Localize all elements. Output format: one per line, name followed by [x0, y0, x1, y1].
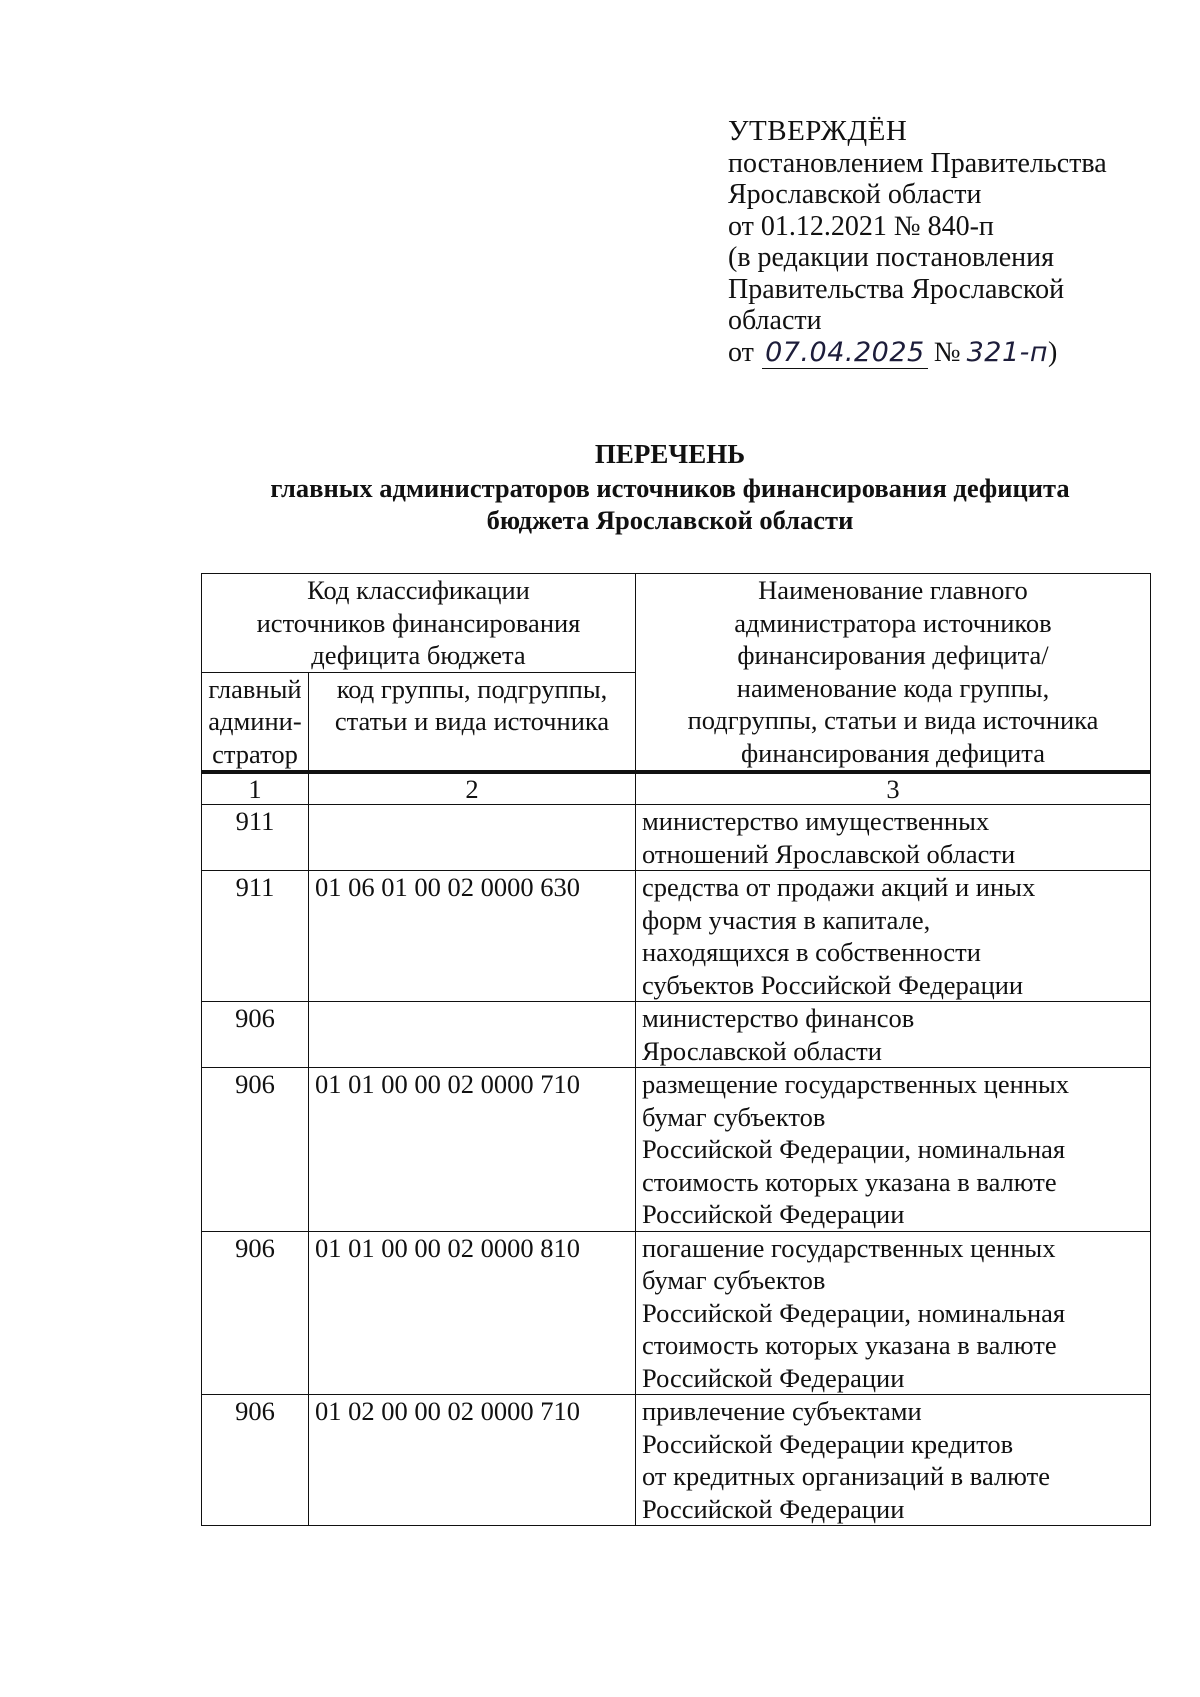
text-line: Код классификации [307, 575, 530, 605]
text-line: Российской Федерации кредитов [642, 1428, 1014, 1459]
text-line: Российской Федерации [642, 1362, 905, 1393]
text-line: субъектов Российской Федерации [642, 969, 1024, 1000]
text-line: находящихся в собственности [642, 937, 981, 967]
approval-line: Правительства Ярославской [728, 273, 1065, 305]
table-row [202, 871, 1151, 1002]
text-line: Российской Федерации [642, 1493, 905, 1524]
column-numbers-row [202, 772, 1151, 805]
source-name-cell [636, 805, 1151, 871]
approval-line: от 01.12.2021 № 840-п [728, 210, 994, 242]
text-line: отношений Ярославской области [642, 838, 1016, 869]
text-line: форм участия в капитале, [642, 904, 931, 935]
sources-table [201, 573, 1151, 1526]
text-line: от кредитных организаций в валюте [642, 1461, 1050, 1491]
source-code-cell [309, 805, 636, 871]
text-line: стоимость которых указана в валюте [642, 1330, 1057, 1360]
table-row [202, 1395, 1151, 1526]
handwritten-number: 321-п [966, 336, 1049, 368]
table-row [202, 805, 1151, 871]
approval-line: постановлением Правительства [728, 147, 1107, 179]
text-line: Российской Федерации, номинальная [642, 1134, 1066, 1164]
header-main-administrator [202, 672, 309, 772]
text-line: размещение государственных ценных [642, 1069, 1070, 1099]
text-line: Ярославской области [642, 1035, 882, 1066]
text-line: статьи и вида источника [334, 706, 610, 736]
text-line: погашение государственных ценных [642, 1232, 1056, 1263]
text-line: привлечение субъектами [642, 1396, 922, 1426]
source-code-cell: 01 02 00 00 02 0000 710 [309, 1395, 636, 1526]
source-name-cell [636, 1231, 1151, 1395]
approval-heading: УТВЕРЖДЁН [728, 115, 908, 147]
approval-line: (в редакции постановления [728, 242, 1055, 273]
text-line: бумаг субъектов [642, 1265, 826, 1295]
source-name-cell [636, 871, 1151, 1002]
table-row [202, 1068, 1151, 1232]
source-code-cell [309, 1002, 636, 1068]
text-line: код группы, подгруппы, [336, 673, 608, 704]
approval-stamp [728, 116, 1168, 369]
text-line: Российской Федерации, номинальная [642, 1297, 1066, 1328]
closing-parenthesis: ) [1048, 336, 1058, 368]
text-line: главный [208, 673, 302, 704]
text-line: финансирования дефицита/ [737, 640, 1049, 670]
approval-line: области [728, 305, 822, 336]
column-number-cell: 3 [636, 772, 1151, 805]
header-source-code [309, 672, 636, 772]
administrator-code-cell: 906 [202, 1231, 309, 1395]
table-row [202, 1002, 1151, 1068]
document-title [160, 438, 1180, 536]
source-code-cell: 01 06 01 00 02 0000 630 [309, 871, 636, 1002]
text-line: Российской Федерации [642, 1199, 905, 1229]
approval-amendment-line [728, 337, 1168, 370]
source-code-cell: 01 01 00 00 02 0000 710 [309, 1068, 636, 1232]
text-line: наименование кода группы, [736, 672, 1050, 703]
ot-label: от [728, 336, 754, 368]
approval-line: Ярославской области [728, 179, 982, 210]
source-name-cell [636, 1002, 1151, 1068]
administrator-code-cell: 911 [202, 871, 309, 1002]
text-line: бумаг субъектов [642, 1101, 826, 1132]
source-code-cell: 01 01 00 00 02 0000 810 [309, 1231, 636, 1395]
text-line: дефицита бюджета [311, 640, 526, 670]
table-body [202, 805, 1151, 1526]
text-line: министерство финансов [642, 1003, 915, 1033]
administrator-code-cell: 906 [202, 1002, 309, 1068]
column-number-cell: 1 [202, 772, 309, 805]
text-line: источников финансирования [256, 607, 581, 638]
source-name-cell [636, 1395, 1151, 1526]
administrator-code-cell: 906 [202, 1068, 309, 1232]
text-line: средства от продажи акций и иных [642, 872, 1036, 902]
title-line: бюджета Ярославской области [486, 505, 854, 535]
title-main: ПЕРЕЧЕНЬ [594, 439, 746, 469]
title-line: главных администраторов источников финансирования дефицита [270, 473, 1070, 503]
handwritten-date: 07.04.2025 [762, 337, 928, 370]
source-name-cell [636, 1068, 1151, 1232]
administrator-code-cell: 906 [202, 1395, 309, 1526]
text-line: финансирования дефицита [741, 737, 1045, 768]
text-line: админи- [208, 706, 302, 736]
text-line: администратора источников [734, 607, 1052, 638]
text-line: стоимость которых указана в валюте [642, 1166, 1057, 1197]
text-line: подгруппы, статьи и вида источника [687, 705, 1099, 735]
text-line: стратор [212, 738, 298, 769]
text-line: министерство имущественных [642, 806, 990, 836]
text-line: Наименование главного [758, 575, 1028, 605]
header-administrator-name [636, 574, 1151, 773]
table-row [202, 1231, 1151, 1395]
header-classification-code [202, 574, 636, 673]
number-sign: № [933, 336, 961, 368]
administrator-code-cell: 911 [202, 805, 309, 871]
column-number-cell: 2 [309, 772, 636, 805]
